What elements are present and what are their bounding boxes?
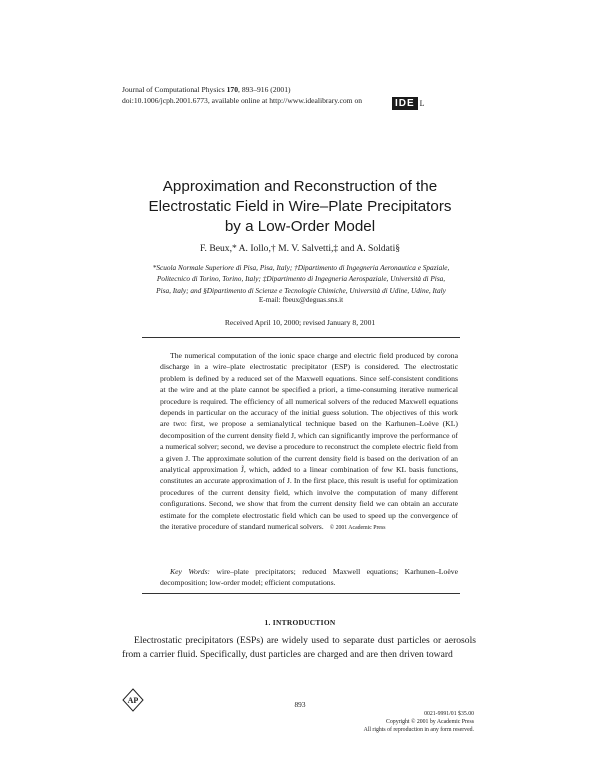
title-line-1: Approximation and Reconstruction of the [162,178,438,195]
journal-pages: , 893–916 (2001) [238,85,291,94]
journal-header [122,84,362,106]
paper-title [100,177,500,237]
journal-citation [122,84,362,95]
page-number: 893 [294,700,306,709]
abstract-bottom-rule [142,593,460,594]
journal-name: Journal of Computational Physics [122,85,227,94]
abstract-copyright: © 2001 Academic Press [329,525,386,532]
academic-press-logo [122,688,144,712]
abstract-text: The numerical computation of the ionic space charge and electric field produced by corona discharge in a wire–plate electrostatic precipitator (ESP) is considered. The electrostatic problem is defined by a reduced set of the Maxwell equations. Since self-consistent conditions at the wire and at the plate cannot be specified a priori, a time-consuming iterative numerical procedure is required. The efficiency of all numerical solvers of the reduced Maxwell equations depends in particular on the accuracy of the initial guess solution. The objectives of this work are two: first, we propose a semianalytical technique based on the Karhunen–Loève (KL) decomposition of the current density field J, which can significantly improve the performance of a numerical solver; second, we devise a procedure to reconstruct the complete electric field from a given J. The approximate solution of the current density field is based on the derivation of an analytical approximation J̃, which, added to a linear combination of few KL basis functions, constitutes an accurate approximation of J. In the first place, this result is useful for optimization procedures of the current density field, which involve the computation of many different configurations. Second, we show that from the current density field we can obtain an accurate estimate for the complete electrostatic field which can be used to speed up the convergence of the iterative procedure of standard numerical solvers. [160,351,458,532]
ap-logo-text: AP [127,696,139,705]
intro-text: Electrostatic precipitators (ESPs) are widely used to separate dust particles or aerosols from a carrier fluid. Specifically, dust particles are charged and are then driven toward [122,635,476,660]
keywords [160,566,458,589]
affiliation-line-3: Pisa, Italy; and §Dipartimento di Scienze e Tecnologie Chimiche, Università di Udine, Udine, Italy [156,285,446,295]
authors: F. Beux,* A. Iollo,† M. V. Salvetti,‡ and A. Soldati§ [199,243,401,254]
keywords-text: wire–plate precipitators; reduced Maxwell equations; Karhunen–Loève decomposition; low-order model; efficient computations. [160,567,458,588]
title-line-3: by a Low-Order Model [224,218,376,235]
footer-rights: All rights of reproduction in any form reserved. [363,727,474,734]
ideal-logo [392,95,425,111]
keywords-label: Key Words: [170,567,210,576]
author-email: E-mail: fbeux@deguas.sns.it [258,295,344,304]
copyright-footer [320,710,474,735]
title-line-2: Electrostatic Field in Wire–Plate Precipitators [148,198,452,215]
footer-copyright: Copyright © 2001 by Academic Press [386,719,474,726]
intro-paragraph [122,634,476,662]
affiliation-line-2: Politecnico di Torino, Torino, Italy; ‡Dipartimento di Ingegneria Aerospaziale, Università di Pisa, [156,274,446,284]
footer-issn: 0021-9991/01 $35.00 [424,711,474,717]
affiliation-line-1: *Scuola Normale Superiore di Pisa, Pisa, Italy; †Dipartimento di Ingegneria Aeronautica e Spaziale, [152,263,450,272]
affiliations [136,262,466,296]
received-dates: Received April 10, 2000; revised January 8, 2001 [224,318,376,327]
journal-volume: 170 [226,85,239,94]
section-heading: 1. INTRODUCTION [264,618,336,627]
ideal-logo-text: IDE [392,97,418,110]
abstract-top-rule [142,337,460,338]
abstract [160,350,458,535]
doi-line[interactable]: doi:10.1006/jcph.2001.6773, available online at http://www.idealibrary.com on [122,96,363,105]
ideal-logo-mark: L [419,98,425,108]
